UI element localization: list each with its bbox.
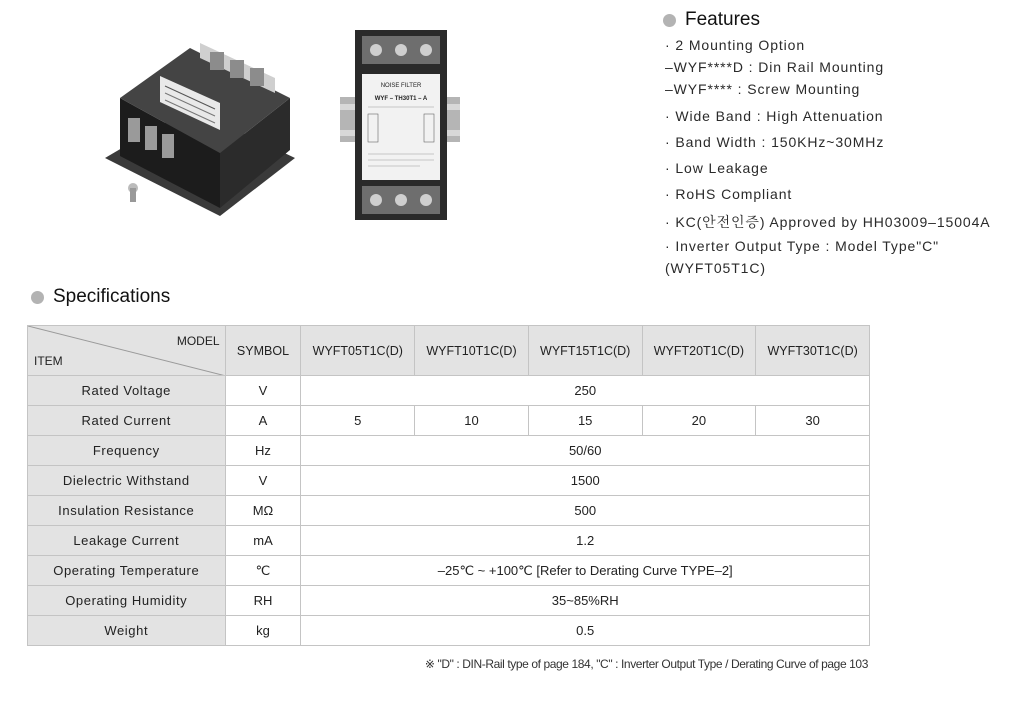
feature-line: –WYF****D : Din Rail Mounting <box>665 59 885 75</box>
row-symbol: V <box>225 376 301 406</box>
table-row <box>28 586 870 616</box>
symbol-header: SYMBOL <box>225 326 301 376</box>
row-value: 35~85%RH <box>301 586 870 616</box>
row-value: 10 <box>415 406 529 436</box>
row-value: 250 <box>301 376 870 406</box>
row-symbol: ℃ <box>225 556 301 586</box>
corner-model-label: MODEL <box>176 334 220 348</box>
model-header: WYFT10T1C(D) <box>415 326 529 376</box>
feature-line: –WYF**** : Screw Mounting <box>665 81 861 97</box>
circle-bullet-icon <box>31 291 44 304</box>
product-photo-screw-mount <box>100 38 310 223</box>
row-value: 1500 <box>301 466 870 496</box>
model-header: WYFT30T1C(D) <box>756 326 870 376</box>
row-value: 1.2 <box>301 526 870 556</box>
photo-model-label: WYF – TH30T1 – A <box>374 96 428 102</box>
row-value: 50/60 <box>301 436 870 466</box>
row-value: 20 <box>642 406 756 436</box>
feature-line: · Band Width : 150KHz~30MHz <box>665 134 885 150</box>
model-item-corner-cell <box>28 326 226 376</box>
photo-filter-label: NOISE FILTER <box>380 83 422 89</box>
table-row <box>28 496 870 526</box>
table-row <box>28 526 870 556</box>
row-symbol: kg <box>225 616 301 646</box>
table-row <box>28 616 870 646</box>
corner-item-label: ITEM <box>34 354 63 368</box>
row-item: Leakage Current <box>28 526 226 556</box>
table-header-row <box>28 326 870 376</box>
row-symbol: mA <box>225 526 301 556</box>
table-row <box>28 466 870 496</box>
row-symbol: MΩ <box>225 496 301 526</box>
feature-line: · Inverter Output Type : Model Type"C" <box>665 238 939 254</box>
row-item: Frequency <box>28 436 226 466</box>
row-symbol: RH <box>225 586 301 616</box>
row-item: Insulation Resistance <box>28 496 226 526</box>
table-row <box>28 406 870 436</box>
row-symbol: A <box>225 406 301 436</box>
row-value: 500 <box>301 496 870 526</box>
table-row <box>28 376 870 406</box>
specifications-heading-text: Specifications <box>53 286 171 307</box>
model-header: WYFT05T1C(D) <box>301 326 415 376</box>
features-heading <box>663 9 760 31</box>
specifications-table <box>27 325 870 646</box>
row-symbol: V <box>225 466 301 496</box>
circle-bullet-icon <box>663 14 676 27</box>
row-item: Dielectric Withstand <box>28 466 226 496</box>
row-value: 30 <box>756 406 870 436</box>
feature-line: · 2 Mounting Option <box>665 37 806 53</box>
feature-line: (WYFT05T1C) <box>665 260 766 276</box>
row-value: 15 <box>528 406 642 436</box>
row-value: 5 <box>301 406 415 436</box>
features-heading-text: Features <box>685 9 760 30</box>
row-value: 0.5 <box>301 616 870 646</box>
row-item: Operating Humidity <box>28 586 226 616</box>
row-item: Rated Voltage <box>28 376 226 406</box>
feature-line: · Low Leakage <box>665 160 769 176</box>
feature-line: · RoHS Compliant <box>665 186 793 202</box>
row-symbol: Hz <box>225 436 301 466</box>
row-value: –25℃ ~ +100℃ [Refer to Derating Curve TYPE–2] <box>301 556 870 586</box>
table-row <box>28 436 870 466</box>
row-item: Operating Temperature <box>28 556 226 586</box>
feature-line: · KC(안전인증) Approved by HH03009–15004A <box>665 214 991 230</box>
model-header: WYFT15T1C(D) <box>528 326 642 376</box>
row-item: Rated Current <box>28 406 226 436</box>
model-header: WYFT20T1C(D) <box>642 326 756 376</box>
row-item: Weight <box>28 616 226 646</box>
product-photo-din-rail <box>340 22 460 227</box>
footnote: ※ "D" : DIN-Rail type of page 184, "C" : Inverter Output Type / Derating Curve of page 103 <box>424 657 868 671</box>
table-row <box>28 556 870 586</box>
specifications-heading <box>31 286 170 308</box>
feature-line: · Wide Band : High Attenuation <box>665 108 884 124</box>
